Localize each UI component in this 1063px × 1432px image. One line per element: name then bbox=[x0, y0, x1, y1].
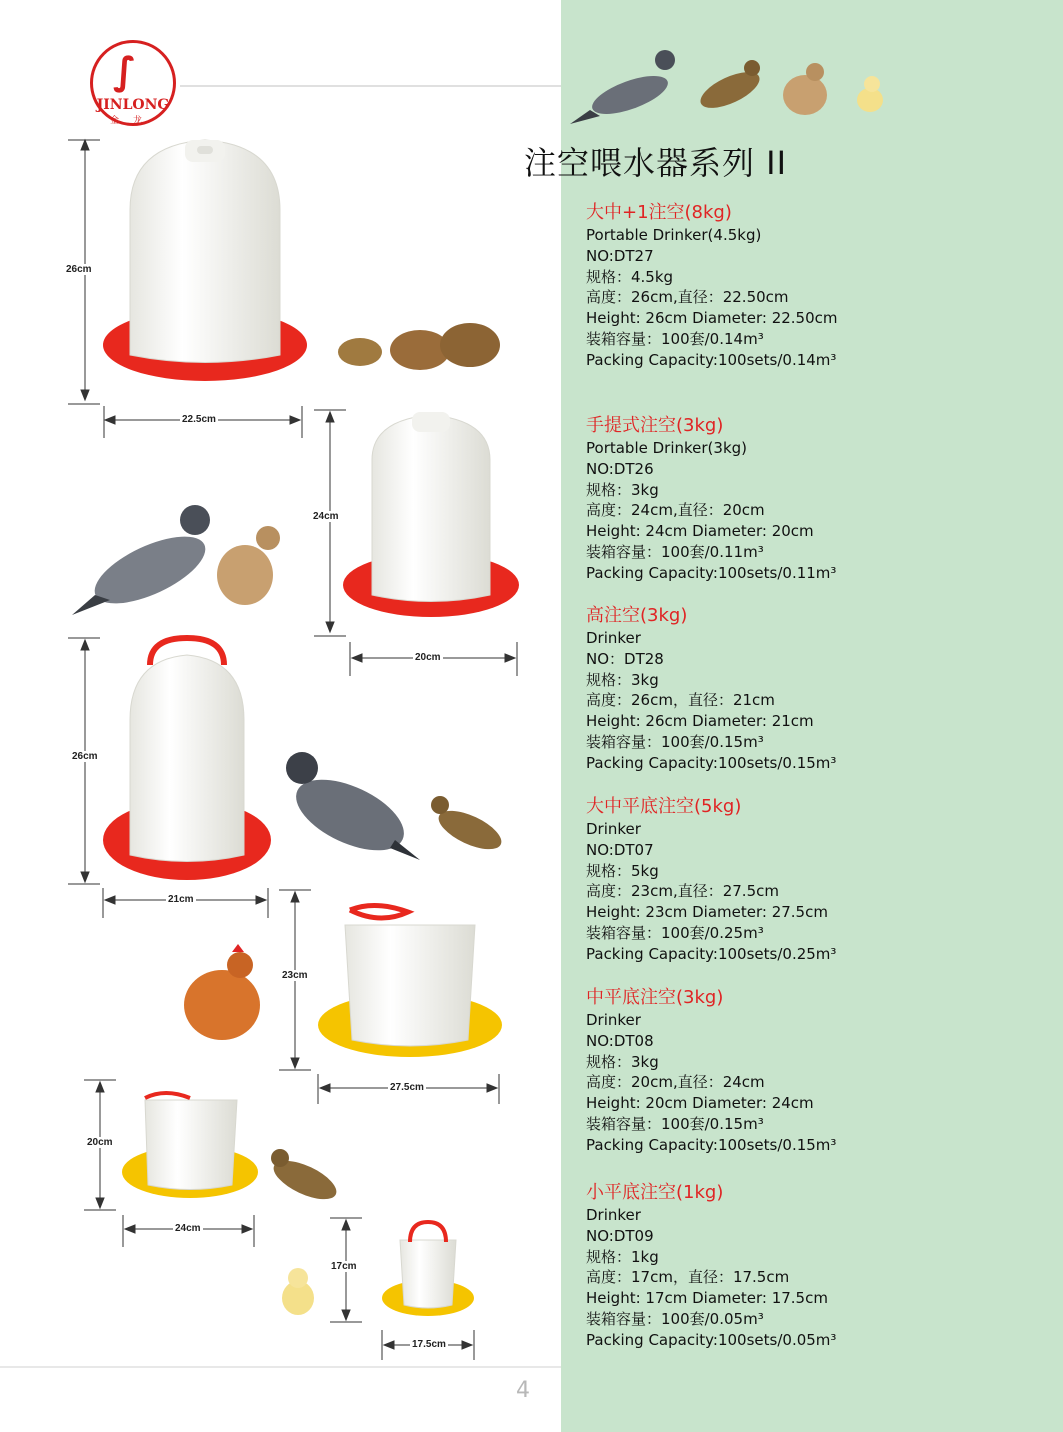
logo-chinese: 金龙 bbox=[109, 116, 156, 126]
product-line: NO:DT09 bbox=[586, 1226, 654, 1245]
page-title: 注空喂水器系列 II bbox=[524, 144, 788, 182]
product-line: 规格：4.5kg bbox=[586, 267, 674, 286]
pigeon-icon bbox=[570, 50, 675, 124]
product-line: Drinker bbox=[586, 629, 641, 647]
product-line: 规格：3kg bbox=[586, 670, 659, 689]
product-line: Drinker bbox=[586, 820, 641, 838]
product-line: NO:DT08 bbox=[586, 1031, 654, 1050]
dim-dt26-height: 24cm bbox=[313, 511, 339, 522]
dim-dt28-height: 26cm bbox=[72, 751, 98, 762]
product-line: 装箱容量：100套/0.14m³ bbox=[586, 329, 764, 348]
dim-dt09-diameter: 17.5cm bbox=[412, 1339, 446, 1350]
drinker-dt07-image bbox=[318, 905, 502, 1057]
product-name: 大中+1注空(8kg) bbox=[586, 202, 732, 223]
pigeon-icon bbox=[286, 752, 420, 865]
product-line: Height: 17cm Diameter: 17.5cm bbox=[586, 1289, 828, 1308]
drinker-dt27-image bbox=[103, 140, 307, 381]
product-line: Packing Capacity:100sets/0.25m³ bbox=[586, 944, 837, 963]
product-name: 小平底注空(1kg) bbox=[586, 1182, 724, 1203]
product-name: 高注空(3kg) bbox=[586, 605, 688, 626]
product-line: 高度：26cm,直径：22.50cm bbox=[586, 288, 789, 307]
product-line: Packing Capacity:100sets/0.11m³ bbox=[586, 563, 837, 582]
product-name: 大中平底注空(5kg) bbox=[586, 796, 742, 817]
drinker-dt08-image bbox=[122, 1093, 258, 1198]
product-line: Portable Drinker(3kg) bbox=[586, 439, 748, 457]
drinker-dt09-image bbox=[382, 1222, 474, 1316]
product-line: Height: 20cm Diameter: 24cm bbox=[586, 1094, 814, 1113]
product-line: Packing Capacity:100sets/0.14m³ bbox=[586, 350, 837, 369]
product-line: NO：DT28 bbox=[586, 649, 664, 668]
product-line: NO:DT27 bbox=[586, 246, 654, 265]
product-line: 高度：26cm，直径：21cm bbox=[586, 691, 775, 710]
product-dt09 bbox=[586, 1181, 1056, 1351]
product-line: 装箱容量：100套/0.25m³ bbox=[586, 923, 764, 942]
product-line: 规格：1kg bbox=[586, 1247, 659, 1266]
product-line: 装箱容量：100套/0.15m³ bbox=[586, 732, 764, 751]
product-line: 高度：20cm,直径：24cm bbox=[586, 1073, 765, 1092]
product-line: Height: 23cm Diameter: 27.5cm bbox=[586, 903, 828, 922]
dim-dt08-diameter: 24cm bbox=[175, 1223, 201, 1234]
drinker-dt26-image bbox=[343, 412, 519, 617]
product-dt07 bbox=[586, 795, 1056, 965]
product-line: Height: 26cm Diameter: 21cm bbox=[586, 712, 814, 731]
product-line: 规格：3kg bbox=[586, 480, 659, 499]
hen-icon bbox=[184, 944, 260, 1040]
product-line: 装箱容量：100套/0.05m³ bbox=[586, 1309, 764, 1328]
footer-divider bbox=[0, 1366, 561, 1368]
product-line: Portable Drinker(4.5kg) bbox=[586, 226, 762, 244]
product-line: 规格：5kg bbox=[586, 861, 659, 880]
product-line: Drinker bbox=[586, 1011, 641, 1029]
quail-icon bbox=[217, 526, 280, 605]
dim-dt09-height: 17cm bbox=[331, 1261, 357, 1272]
dim-dt07-height: 23cm bbox=[282, 970, 308, 981]
product-line: NO:DT07 bbox=[586, 840, 654, 859]
quail-icon bbox=[338, 323, 500, 370]
dragon-icon: ∫ bbox=[113, 49, 137, 93]
dim-dt08-height: 20cm bbox=[87, 1137, 113, 1148]
product-line: Drinker bbox=[586, 1206, 641, 1224]
logo-brand: JINLONG bbox=[96, 97, 170, 113]
thrush-icon bbox=[431, 796, 507, 857]
product-line: NO:DT26 bbox=[586, 459, 654, 478]
page-number: 4 bbox=[516, 1378, 530, 1403]
product-line: 高度：24cm,直径：20cm bbox=[586, 501, 765, 520]
product-dt27 bbox=[586, 201, 1056, 371]
product-line: 规格：3kg bbox=[586, 1052, 659, 1071]
product-name: 中平底注空(3kg) bbox=[586, 987, 724, 1008]
thrush-icon bbox=[268, 1149, 341, 1207]
dim-dt27-diameter: 22.5cm bbox=[182, 414, 216, 425]
product-name: 手提式注空(3kg) bbox=[586, 415, 724, 436]
product-line: Packing Capacity:100sets/0.05m³ bbox=[586, 1330, 837, 1349]
dim-dt26-diameter: 20cm bbox=[415, 652, 441, 663]
product-line: Height: 24cm Diameter: 20cm bbox=[586, 522, 814, 541]
dim-dt27-height: 26cm bbox=[66, 264, 92, 275]
product-line: 高度：17cm，直径：17.5cm bbox=[586, 1268, 790, 1287]
quail-icon bbox=[783, 63, 827, 115]
dim-dt07-diameter: 27.5cm bbox=[390, 1082, 424, 1093]
drinker-dt28-image bbox=[103, 638, 271, 880]
chick-icon bbox=[282, 1268, 314, 1315]
product-line: Height: 26cm Diameter: 22.50cm bbox=[586, 309, 838, 328]
product-dt08 bbox=[586, 986, 1056, 1156]
dim-dt28-diameter: 21cm bbox=[168, 894, 194, 905]
thrush-icon bbox=[696, 60, 765, 115]
pigeon-icon bbox=[72, 505, 215, 617]
product-line: Packing Capacity:100sets/0.15m³ bbox=[586, 753, 837, 772]
product-line: 装箱容量：100套/0.15m³ bbox=[586, 1114, 764, 1133]
product-dt26 bbox=[586, 414, 1056, 584]
product-line: Packing Capacity:100sets/0.15m³ bbox=[586, 1135, 837, 1154]
product-line: 装箱容量：100套/0.11m³ bbox=[586, 542, 764, 561]
chick-icon bbox=[857, 76, 883, 112]
product-dt28 bbox=[586, 604, 1056, 774]
product-line: 高度：23cm,直径：27.5cm bbox=[586, 882, 779, 901]
